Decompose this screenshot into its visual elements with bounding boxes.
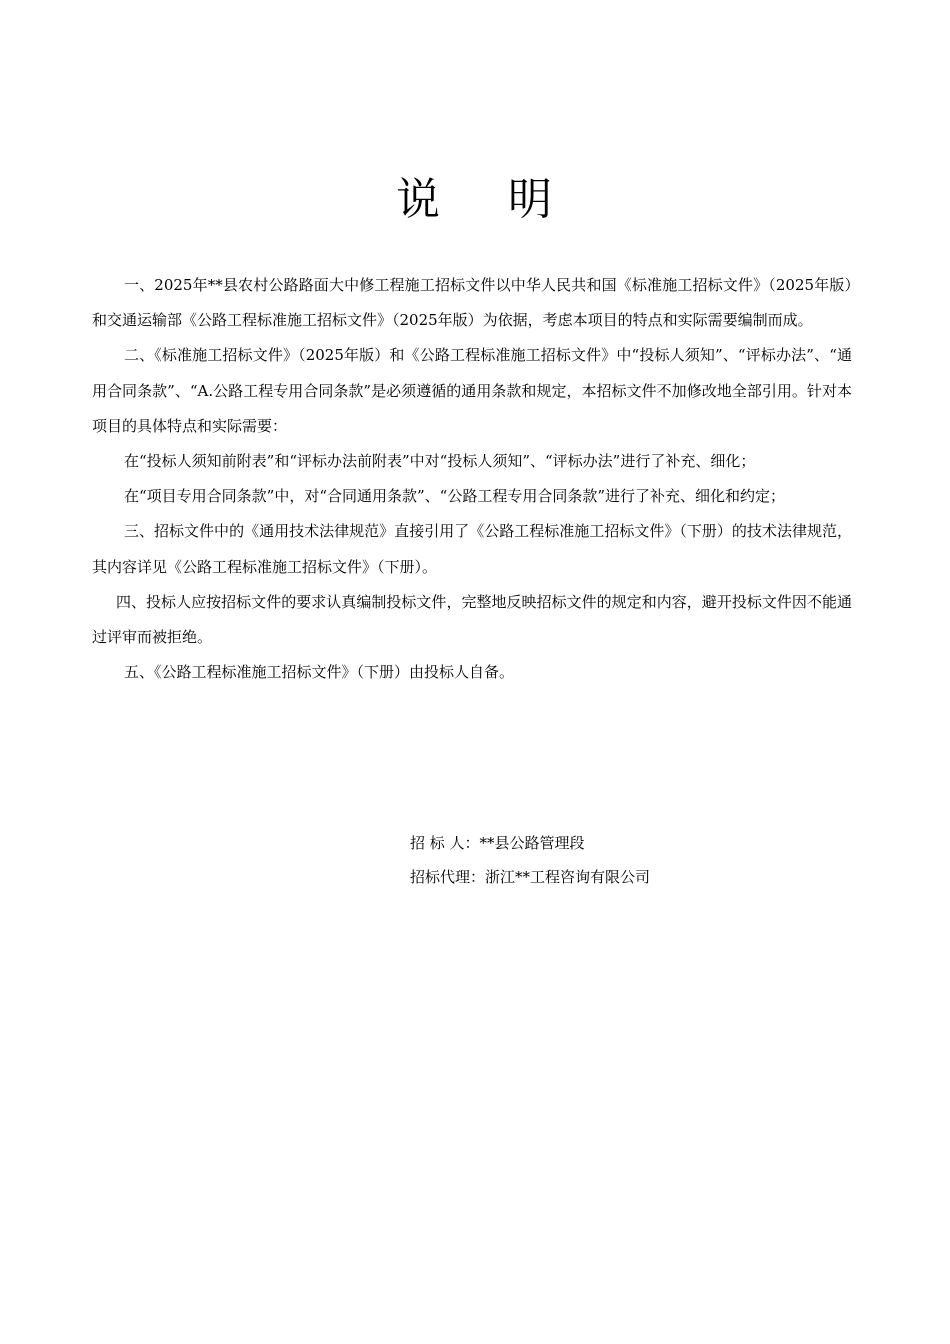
paragraph-2: 二、《标准施工招标文件》（2025年版）和《公路工程标准施工招标文件》中“投标人须知”、“评标办法”、“通用合同条款”、“A.公路工程专用合同条款”是必须遵循的通用条款和规定，本招标文件不加修改地全部引用。针对本项目的具体特点和实际需要： xyxy=(92,346,852,435)
paragraph-3: 在“投标人须知前附表”和“评标办法前附表”中对“投标人须知”、“评标办法”进行了补充、细化； xyxy=(124,452,756,471)
title-char-2: 明 xyxy=(508,174,554,225)
paragraph-5: 三、招标文件中的《通用技术法律规范》直接引用了《公路工程标准施工招标文件》（下册）的技术法律规范，其内容详见《公路工程标准施工招标文件》（下册）。 xyxy=(92,522,852,576)
agent-line: 招标代理：浙江**工程咨询有限公司 xyxy=(410,868,651,886)
document-body xyxy=(92,268,852,690)
page-title xyxy=(0,168,950,232)
paragraph-4: 在“项目专用合同条款”中，对“合同通用条款”、“公路工程专用合同条款”进行了补充、细化和约定； xyxy=(124,487,786,506)
tenderer-line: 招 标 人：**县公路管理段 xyxy=(410,834,585,852)
paragraph-7: 五、《公路工程标准施工招标文件》（下册）由投标人自备。 xyxy=(124,663,515,682)
signature-block xyxy=(410,826,650,894)
paragraph-1: 一、2025年**县农村公路路面大中修工程施工招标文件以中华人民共和国《标准施工招标文件》（2025年版）和交通运输部《公路工程标准施工招标文件》（2025年版）为依据，考虑本项目的特点和实际需要编制而成。 xyxy=(92,276,852,330)
title-char-1: 说 xyxy=(396,174,442,225)
paragraph-6: 四、投标人应按招标文件的要求认真编制投标文件，完整地反映招标文件的规定和内容，避开投标文件因不能通过评审而被拒绝。 xyxy=(92,592,852,647)
